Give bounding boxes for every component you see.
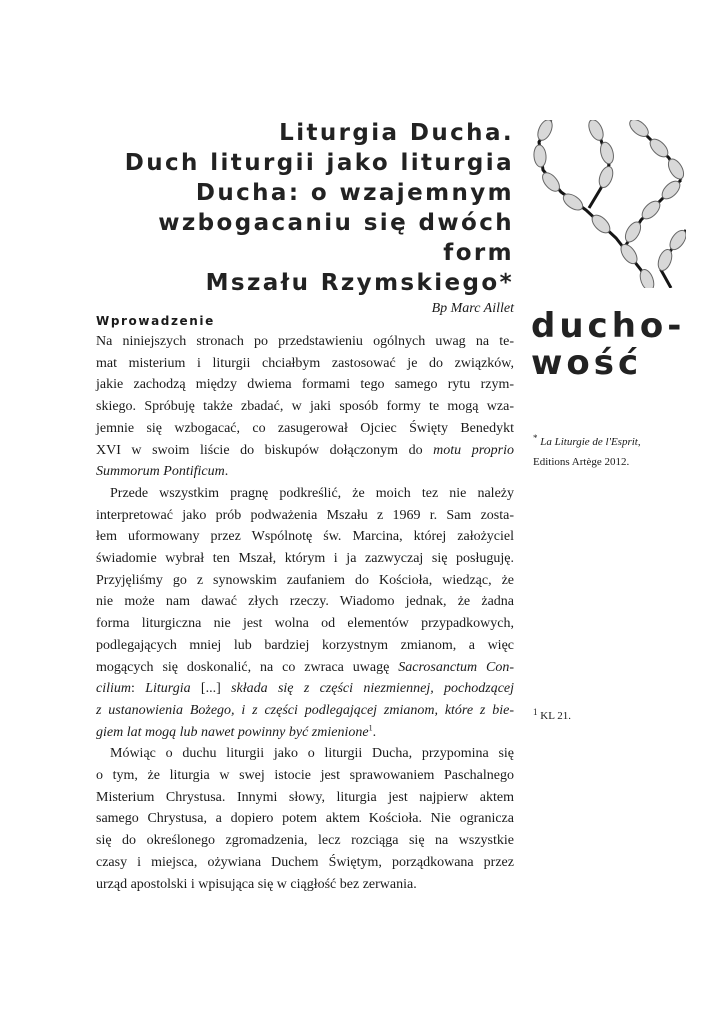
text-line: nie może nam dawać złych rzeczy. Wiadomo jednak, że żadna [96, 594, 514, 610]
footnote-text: KL 21. [540, 710, 572, 722]
text-line: o tym, że liturgia w swej istocie jest sprawowaniem Paschalnego [96, 768, 514, 784]
text-line: mat misterium i liturgii chciałbym zastosować je do związków, [96, 355, 514, 371]
text-run: : [131, 681, 146, 697]
title-line: Liturgia Ducha. [279, 120, 514, 146]
main-text [96, 313, 514, 895]
title-line: Mszału Rzymskiego* [205, 270, 514, 296]
rosary-photo [531, 120, 686, 288]
text-run: XVI w swoim liście do biskupów dołączonym do [96, 442, 434, 458]
footnote-marker: 1 [533, 707, 538, 717]
title-block [90, 118, 514, 318]
text-run: . [224, 464, 229, 480]
text-run: . [372, 724, 377, 740]
text-line: czasy i miejsca, ożywiana Duchem Świętym, porządkowana przez [96, 854, 514, 870]
text-line: świadomie wybrał ten Mszał, którym i ja zazwyczaj się posługuję. [96, 551, 514, 567]
italic-run: giem lat mogą lub nawet powinny być zmienione [96, 724, 369, 740]
author-name: Bp Marc Aillet [431, 301, 514, 316]
text-line: podlegających mniej lub bardziej korzystnym zmianom, a więc [96, 637, 514, 653]
italic-run: składa się z części niezmiennej, pochodzącej [231, 681, 515, 697]
text-line: skiego. Spróbuję także zbadać, w jaki sposób formy te mogą wza- [96, 399, 514, 415]
footnote-star [533, 432, 693, 472]
text-line: forma liturgiczna nie jest wolna od elementów przypadkowych, [96, 616, 514, 632]
text-line: Na niniejszych stronach po przedstawieniu ogólnych uwag na te- [96, 334, 514, 349]
title-line: wzbogacaniu się dwóch form [158, 210, 514, 266]
text-line: jakie zachodzą między dwiema formami tego samego rytu rzym- [96, 377, 514, 393]
text-line [96, 700, 514, 722]
paragraph-3 [96, 743, 514, 895]
text-line: samego Chrystusa, a dopiero potem aktem Kościoła. Nie ogranicza [96, 811, 514, 827]
section-label-line: ducho- [531, 306, 686, 346]
text-line: Mówiąc o duchu liturgii jako o liturgii Ducha, przypomina się [110, 746, 514, 762]
title-line: Duch liturgii jako liturgia [124, 150, 514, 176]
italic-run: cilium [96, 681, 131, 697]
section-label-line: wość [531, 343, 643, 383]
title-line: Ducha: o wzajemnym [195, 180, 514, 206]
text-line: jemnie się wzbogacać, co zasugerował Ojciec Święty Benedykt [96, 420, 514, 436]
paragraph-2 [96, 483, 514, 743]
text-run: [...] [190, 681, 232, 697]
text-line: się do określonego zgromadzenia, lecz rozciąga się na wszystkie [96, 833, 514, 849]
text-line [96, 722, 514, 744]
text-line: Przede wszystkim pragnę podkreślić, że moich tez nie należy [110, 485, 514, 501]
text-line [96, 461, 514, 483]
text-run: , [637, 436, 641, 448]
italic-run: z ustanowienia Bożego, i z części podlegającej zmianom, które z bie- [96, 702, 514, 718]
text-line: Misterium Chrystusa. Innymi słowy, liturgia jest najpierw aktem [96, 789, 514, 805]
italic-run: Summorum Pontificum [96, 464, 225, 480]
italic-run: Sacrosanctum Con- [398, 659, 514, 675]
text-line: Przyjęliśmy go z synowskim zaufaniem do Kościoła, wiedząc, że [96, 572, 514, 588]
section-heading: Wprowadzenie [96, 314, 215, 328]
footnote-star-line: Editions Artège 2012. [533, 456, 630, 468]
text-line [96, 657, 514, 679]
paragraph-1 [96, 331, 514, 483]
text-line [96, 678, 514, 700]
text-run: mogących się doskonalić, na co zwraca uwagę [96, 659, 399, 675]
footnote-star-line [533, 432, 693, 452]
text-line: łem uformowany przez Wspólnotę św. Marcina, której założyciel [96, 529, 514, 545]
italic-run: Liturgia [145, 681, 191, 697]
text-line [96, 440, 514, 462]
footnote-ref[interactable]: 1 [368, 723, 373, 732]
text-line: urząd apostolski i wpisująca się w ciągłość bez zerwania. [96, 876, 417, 892]
article-title [90, 118, 514, 298]
italic-run: motu proprio [433, 442, 514, 458]
italic-run: La Liturgie de l'Esprit [540, 436, 638, 448]
section-label [531, 308, 685, 382]
rosary-image [531, 120, 686, 288]
footnote-1 [533, 706, 571, 726]
text-line: interpretować jako prób podważenia Mszału z 1969 r. Sam zosta- [96, 507, 514, 523]
footnote-marker: * [533, 433, 538, 443]
